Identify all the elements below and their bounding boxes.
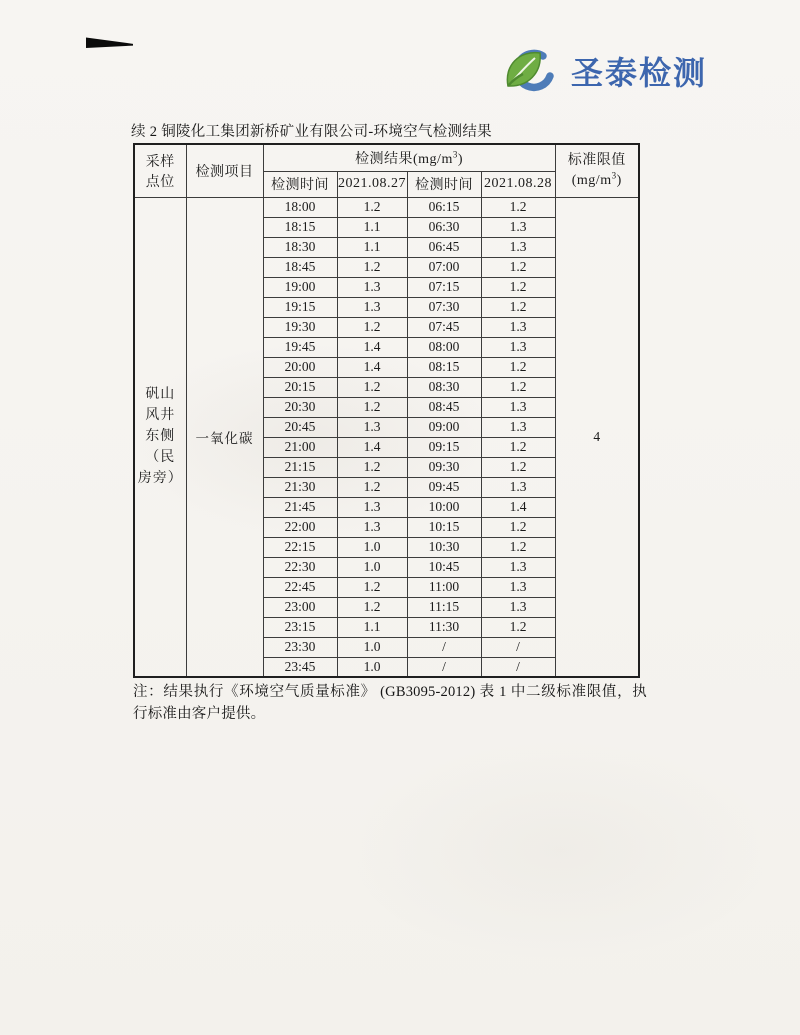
company-logo bbox=[499, 46, 707, 100]
time-cell: 21:30 bbox=[263, 477, 337, 497]
time-cell: 09:15 bbox=[407, 437, 481, 457]
time-cell: 09:00 bbox=[407, 417, 481, 437]
time-cell: / bbox=[407, 657, 481, 677]
value-cell: 1.2 bbox=[337, 457, 407, 477]
test-item-cell: 一氧化碳 bbox=[186, 197, 263, 677]
time-cell: 22:30 bbox=[263, 557, 337, 577]
value-cell: 1.2 bbox=[481, 257, 555, 277]
value-cell: 1.2 bbox=[337, 397, 407, 417]
header-time-1: 检测时间 bbox=[263, 171, 337, 197]
value-cell: 1.3 bbox=[481, 317, 555, 337]
time-cell: 07:45 bbox=[407, 317, 481, 337]
header-date-1: 2021.08.27 bbox=[337, 171, 407, 197]
time-cell: 10:15 bbox=[407, 517, 481, 537]
time-cell: 23:00 bbox=[263, 597, 337, 617]
value-cell: 1.2 bbox=[337, 477, 407, 497]
value-cell: 1.2 bbox=[337, 597, 407, 617]
sampling-point-line: （民 bbox=[145, 450, 176, 466]
time-cell: / bbox=[407, 637, 481, 657]
value-cell: 1.2 bbox=[481, 357, 555, 377]
header-sampling-point bbox=[134, 144, 186, 197]
time-cell: 19:30 bbox=[263, 317, 337, 337]
header-test-item: 检测项目 bbox=[186, 144, 263, 197]
header-date-2: 2021.08.28 bbox=[481, 171, 555, 197]
time-cell: 08:00 bbox=[407, 337, 481, 357]
value-cell: 1.4 bbox=[337, 357, 407, 377]
table-row bbox=[134, 197, 639, 217]
value-cell: 1.3 bbox=[481, 237, 555, 257]
time-cell: 20:45 bbox=[263, 417, 337, 437]
limit-value-cell: 4 bbox=[555, 197, 639, 677]
time-cell: 06:45 bbox=[407, 237, 481, 257]
time-cell: 08:15 bbox=[407, 357, 481, 377]
value-cell: 1.0 bbox=[337, 537, 407, 557]
time-cell: 10:00 bbox=[407, 497, 481, 517]
header-sampling-point-line1: 采样 bbox=[145, 154, 175, 170]
time-cell: 11:00 bbox=[407, 577, 481, 597]
time-cell: 21:00 bbox=[263, 437, 337, 457]
value-cell: 1.3 bbox=[481, 477, 555, 497]
value-cell: 1.3 bbox=[481, 337, 555, 357]
time-cell: 11:30 bbox=[407, 617, 481, 637]
value-cell: / bbox=[481, 637, 555, 657]
time-cell: 22:00 bbox=[263, 517, 337, 537]
air-quality-results-table bbox=[133, 143, 640, 678]
time-cell: 08:30 bbox=[407, 377, 481, 397]
time-cell: 20:00 bbox=[263, 357, 337, 377]
value-cell: 1.3 bbox=[481, 597, 555, 617]
result-group-unit-sup: 3 bbox=[452, 149, 458, 160]
time-cell: 11:15 bbox=[407, 597, 481, 617]
value-cell: 1.2 bbox=[481, 197, 555, 217]
time-cell: 19:00 bbox=[263, 277, 337, 297]
value-cell: 1.2 bbox=[337, 257, 407, 277]
time-cell: 08:45 bbox=[407, 397, 481, 417]
time-cell: 20:30 bbox=[263, 397, 337, 417]
time-cell: 22:15 bbox=[263, 537, 337, 557]
time-cell: 23:30 bbox=[263, 637, 337, 657]
time-cell: 20:15 bbox=[263, 377, 337, 397]
header-result-group bbox=[263, 144, 555, 171]
time-cell: 18:15 bbox=[263, 217, 337, 237]
value-cell: 1.3 bbox=[481, 417, 555, 437]
value-cell: 1.0 bbox=[337, 557, 407, 577]
sampling-point-cell bbox=[134, 197, 186, 677]
value-cell: 1.0 bbox=[337, 657, 407, 677]
time-cell: 18:00 bbox=[263, 197, 337, 217]
sampling-point-line: 东侧 bbox=[145, 429, 176, 445]
header-sampling-point-line2: 点位 bbox=[145, 174, 175, 190]
time-cell: 21:45 bbox=[263, 497, 337, 517]
time-cell: 18:45 bbox=[263, 257, 337, 277]
value-cell: 1.2 bbox=[481, 297, 555, 317]
value-cell: 1.4 bbox=[337, 337, 407, 357]
value-cell: 1.2 bbox=[337, 197, 407, 217]
time-cell: 18:30 bbox=[263, 237, 337, 257]
logo-text: 圣泰检测 bbox=[571, 55, 708, 91]
result-group-unit: (mg/m bbox=[413, 151, 453, 167]
value-cell: 1.2 bbox=[481, 517, 555, 537]
value-cell: 1.2 bbox=[337, 317, 407, 337]
result-group-label: 检测结果 bbox=[355, 151, 413, 167]
time-cell: 07:15 bbox=[407, 277, 481, 297]
time-cell: 21:15 bbox=[263, 457, 337, 477]
footnote: 注：结果执行《环境空气质量标准》 (GB3095-2012) 表 1 中二级标准限值，执行标准由客户提供。 bbox=[133, 684, 647, 722]
time-cell: 10:45 bbox=[407, 557, 481, 577]
value-cell: 1.4 bbox=[481, 497, 555, 517]
time-cell: 19:45 bbox=[263, 337, 337, 357]
time-cell: 23:15 bbox=[263, 617, 337, 637]
value-cell: 1.3 bbox=[481, 217, 555, 237]
scan-artifact-mark bbox=[86, 37, 133, 48]
header-time-2: 检测时间 bbox=[407, 171, 481, 197]
table-header-row-1 bbox=[134, 144, 639, 171]
value-cell: 1.2 bbox=[481, 617, 555, 637]
value-cell: 1.2 bbox=[337, 577, 407, 597]
value-cell: 1.3 bbox=[481, 557, 555, 577]
value-cell: 1.3 bbox=[481, 577, 555, 597]
value-cell: 1.2 bbox=[481, 377, 555, 397]
value-cell: 1.2 bbox=[481, 277, 555, 297]
time-cell: 07:30 bbox=[407, 297, 481, 317]
value-cell: 1.0 bbox=[337, 637, 407, 657]
time-cell: 22:45 bbox=[263, 577, 337, 597]
value-cell: / bbox=[481, 657, 555, 677]
time-cell: 09:45 bbox=[407, 477, 481, 497]
value-cell: 1.2 bbox=[337, 377, 407, 397]
value-cell: 1.1 bbox=[337, 237, 407, 257]
header-standard-limit bbox=[555, 144, 639, 197]
time-cell: 10:30 bbox=[407, 537, 481, 557]
time-cell: 23:45 bbox=[263, 657, 337, 677]
standard-limit-unit: $(mg/m^3)$ bbox=[571, 170, 622, 188]
value-cell: 1.2 bbox=[481, 457, 555, 477]
value-cell: 1.1 bbox=[337, 617, 407, 637]
value-cell: 1.3 bbox=[337, 517, 407, 537]
value-cell: 1.2 bbox=[481, 537, 555, 557]
time-cell: 19:15 bbox=[263, 297, 337, 317]
time-cell: 06:15 bbox=[407, 197, 481, 217]
standard-limit-label: 标准限值 bbox=[567, 152, 626, 168]
time-cell: 09:30 bbox=[407, 457, 481, 477]
sampling-point-line: 矾山 bbox=[145, 387, 176, 403]
value-cell: 1.3 bbox=[337, 297, 407, 317]
value-cell: 1.3 bbox=[481, 397, 555, 417]
document-title: 续 2 铜陵化工集团新桥矿业有限公司-环境空气检测结果 bbox=[131, 124, 492, 140]
time-cell: 06:30 bbox=[407, 217, 481, 237]
value-cell: 1.3 bbox=[337, 497, 407, 517]
time-cell: 07:00 bbox=[407, 257, 481, 277]
sampling-point-line: 风井 bbox=[145, 408, 176, 424]
value-cell: 1.2 bbox=[481, 437, 555, 457]
value-cell: 1.3 bbox=[337, 417, 407, 437]
value-cell: 1.4 bbox=[337, 437, 407, 457]
sampling-point-line: 房旁） bbox=[137, 471, 183, 487]
leaf-globe-icon bbox=[499, 46, 557, 100]
value-cell: 1.1 bbox=[337, 217, 407, 237]
result-group-unit-close: ) bbox=[457, 151, 464, 167]
value-cell: 1.3 bbox=[337, 277, 407, 297]
